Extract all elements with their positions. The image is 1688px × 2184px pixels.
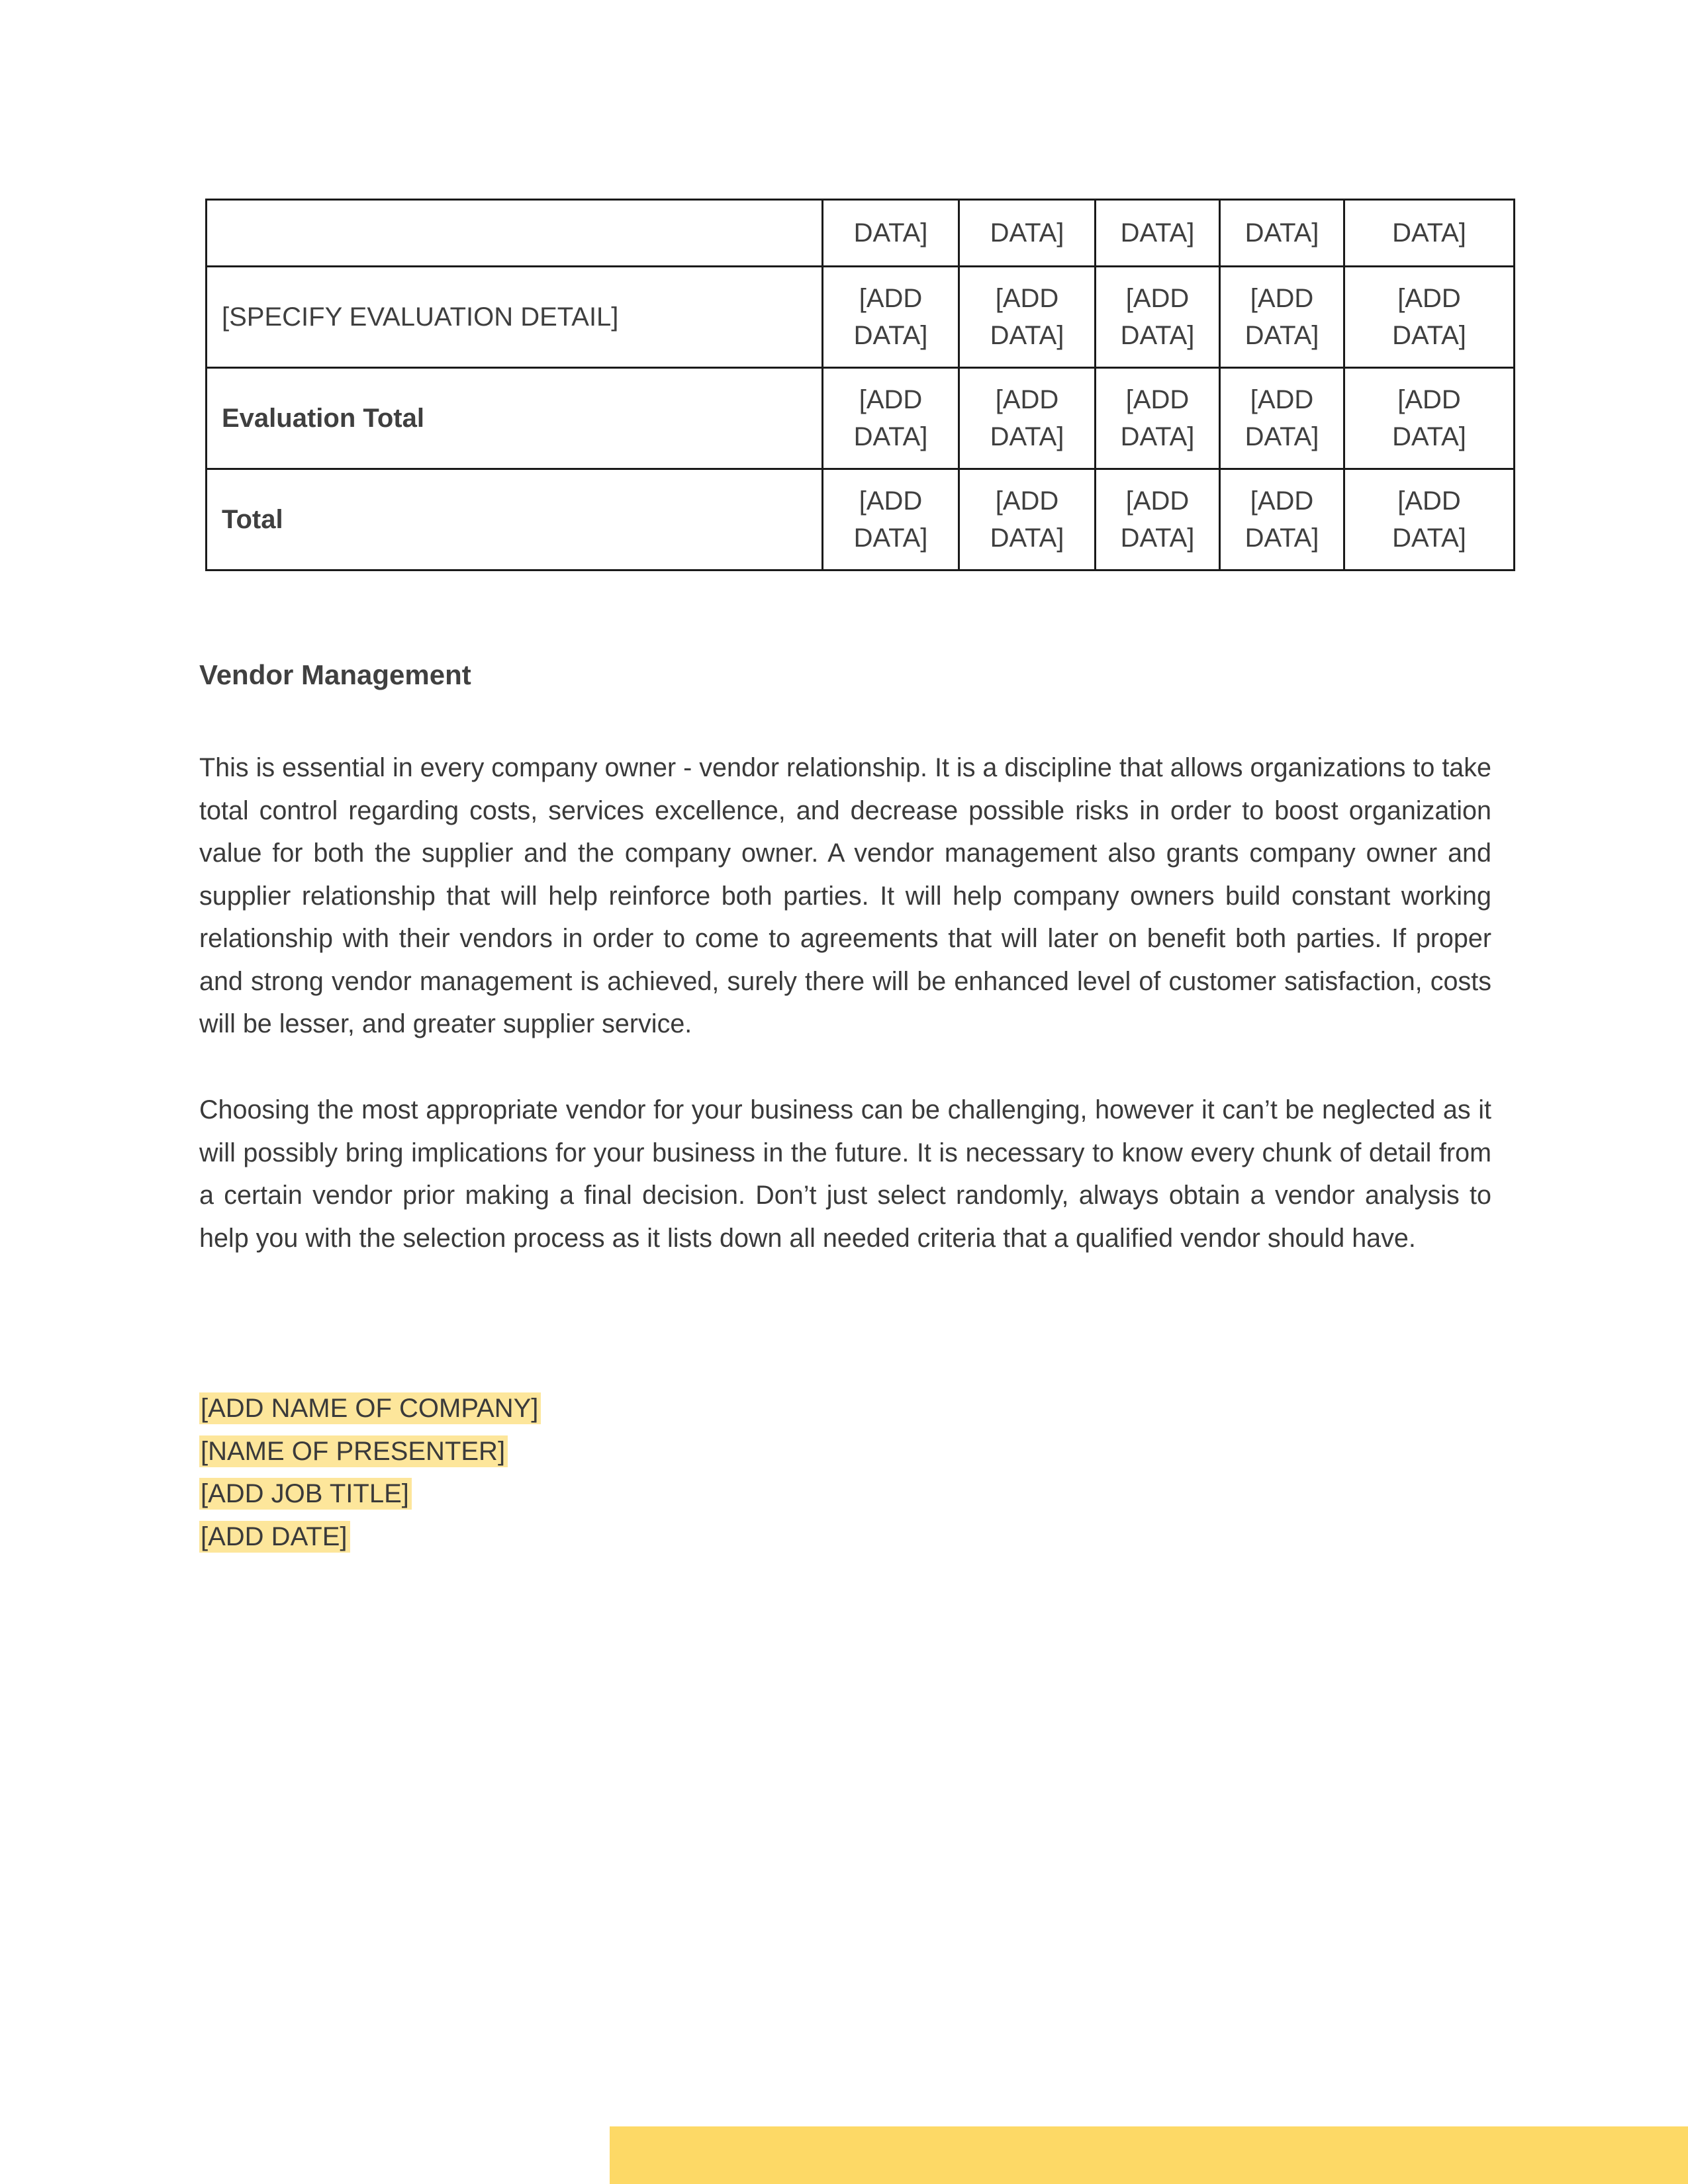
table-cell: [1220, 368, 1344, 469]
evaluation-table: [205, 199, 1515, 571]
cell-text: [ADD DATA]: [1244, 284, 1319, 350]
job-title-placeholder: [ADD JOB TITLE]: [199, 1478, 412, 1510]
cell-text: [ADD DATA]: [853, 284, 928, 350]
table-cell: [823, 200, 959, 267]
cell-text: DATA]: [1392, 218, 1466, 248]
signature-line-date: [199, 1516, 541, 1559]
table-cell: [1096, 469, 1220, 570]
table-cell: [1344, 368, 1515, 469]
row-label: [SPECIFY EVALUATION DETAIL]: [207, 267, 823, 368]
table-row-total: [207, 469, 1515, 570]
cell-text: DATA]: [990, 218, 1064, 248]
cell-text: DATA]: [1244, 218, 1319, 248]
cell-text: [ADD DATA]: [1120, 486, 1195, 553]
table-header-row: [207, 200, 1515, 267]
row-label: Total: [207, 469, 823, 570]
section-heading: Vendor Management: [199, 659, 471, 690]
table-cell: [959, 200, 1096, 267]
table-cell: [1220, 200, 1344, 267]
table-row-evaluation-detail: [207, 267, 1515, 368]
body-paragraph: This is essential in every company owner - vendor relationship. It is a discipline that allows organizations to take total control regarding costs, services excellence, and decrease possible risks in order to boost organization value for both the supplier and the company owner. A vendor management also grants company owner and supplier relationship that will help reinforce both parties. It will help company owners build constant working relationship with their vendors in order to come to agreements that will later on benefit both parties. If proper and strong vendor management is achieved, surely there will be enhanced level of customer satisfaction, costs will be lesser, and greater supplier service.: [199, 753, 1491, 1038]
table-cell: [1096, 368, 1220, 469]
table-cell: [823, 368, 959, 469]
row-label: Evaluation Total: [207, 368, 823, 469]
table-cell: [823, 469, 959, 570]
cell-text: [ADD DATA]: [1392, 486, 1466, 553]
cell-text: [ADD DATA]: [853, 385, 928, 451]
cell-text: [ADD DATA]: [990, 385, 1064, 451]
table-cell: [823, 267, 959, 368]
cell-text: DATA]: [853, 218, 928, 248]
signature-line-presenter: [199, 1430, 541, 1473]
cell-text: [ADD DATA]: [1120, 385, 1195, 451]
cell-text: [ADD DATA]: [1392, 385, 1466, 451]
table-cell: [1096, 200, 1220, 267]
table-cell: [959, 469, 1096, 570]
cell-text: [ADD DATA]: [990, 486, 1064, 553]
body-paragraph: Choosing the most appropriate vendor for your business can be challenging, however it can’t be neglected as it will possibly bring implications for your business in the future. It is necessary to know every chunk of detail from a certain vendor prior making a final decision. Don’t just select randomly, always obtain a vendor analysis to help you with the selection process as it lists down all needed criteria that a qualified vendor should have.: [199, 1095, 1491, 1253]
table-cell: [1344, 200, 1515, 267]
table-cell: [1220, 267, 1344, 368]
footer-accent-band: [610, 2126, 1688, 2184]
table-cell: [1220, 469, 1344, 570]
table-cell: [1344, 267, 1515, 368]
table-cell: [1096, 267, 1220, 368]
cell-text: DATA]: [1120, 218, 1195, 248]
cell-text: [ADD DATA]: [1392, 284, 1466, 350]
table-row-evaluation-total: [207, 368, 1515, 469]
signature-line-company: [199, 1387, 541, 1430]
table-cell: [959, 267, 1096, 368]
table-cell: [1344, 469, 1515, 570]
signature-block: [199, 1387, 541, 1558]
company-name-placeholder: [ADD NAME OF COMPANY]: [199, 1392, 541, 1424]
table-header-label-cell: [207, 200, 823, 267]
cell-text: [ADD DATA]: [1120, 284, 1195, 350]
signature-line-job-title: [199, 1473, 541, 1516]
cell-text: [ADD DATA]: [853, 486, 928, 553]
date-placeholder: [ADD DATE]: [199, 1521, 350, 1553]
table-cell: [959, 368, 1096, 469]
cell-text: [ADD DATA]: [990, 284, 1064, 350]
cell-text: [ADD DATA]: [1244, 486, 1319, 553]
cell-text: [ADD DATA]: [1244, 385, 1319, 451]
presenter-name-placeholder: [NAME OF PRESENTER]: [199, 1435, 508, 1467]
